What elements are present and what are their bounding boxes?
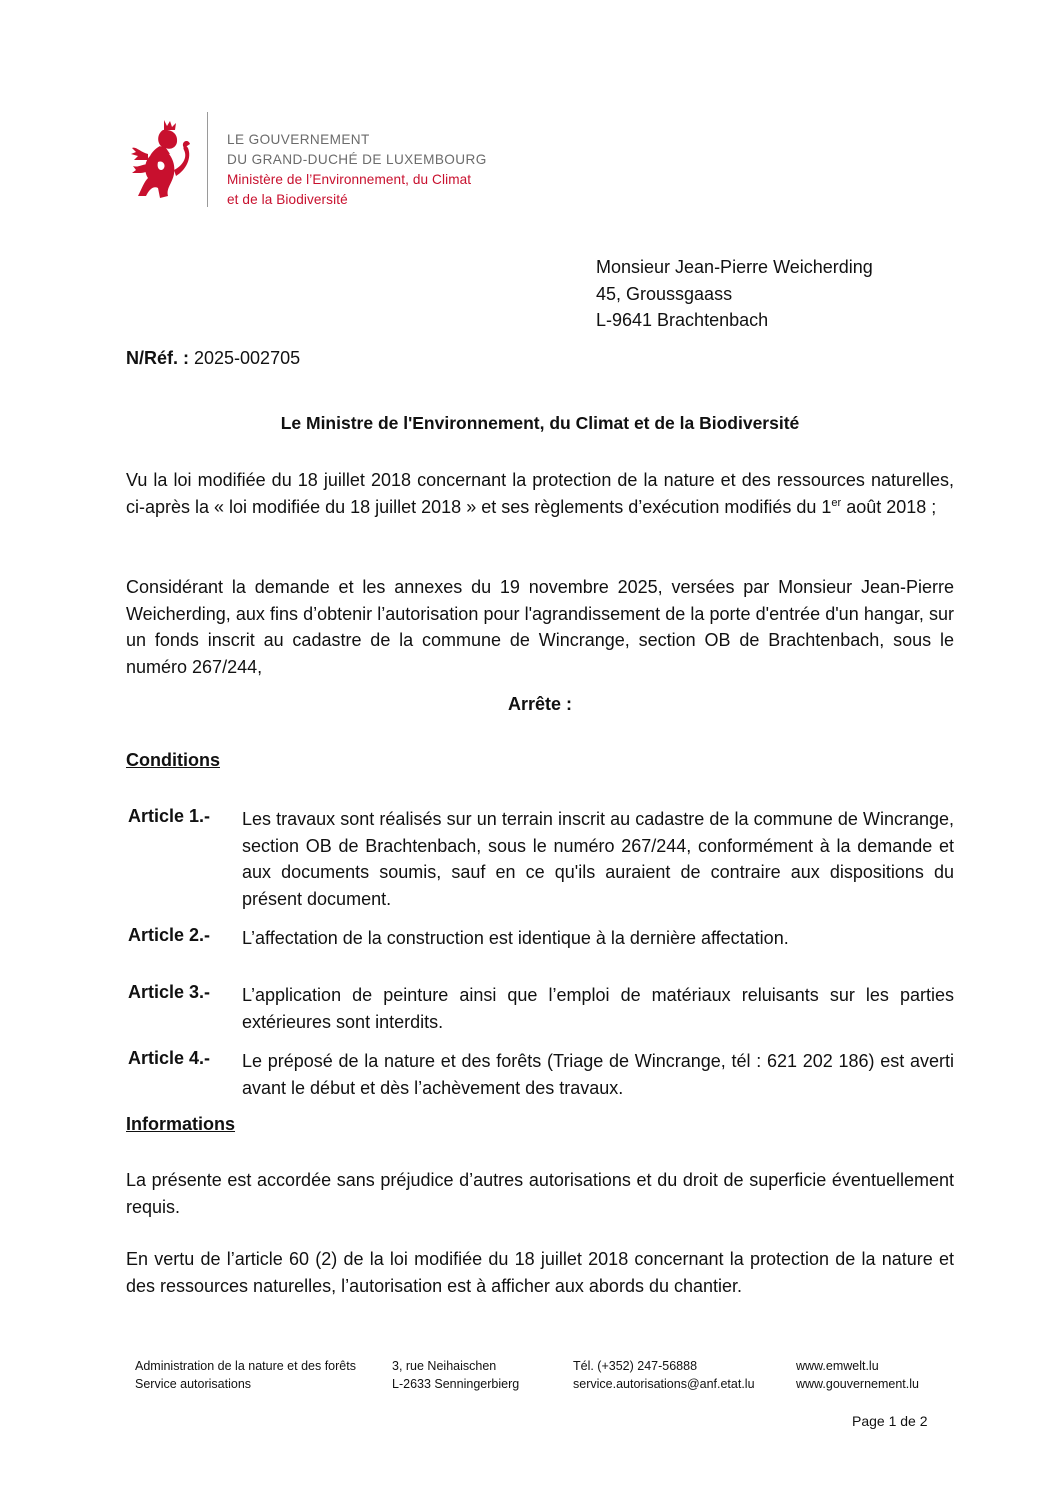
government-header bbox=[227, 130, 487, 210]
article-1-label: Article 1.- bbox=[128, 806, 211, 826]
document-title: Le Ministre de l'Environnement, du Climat et de la Biodiversité bbox=[280, 413, 800, 433]
recipient-name: Monsieur Jean-Pierre Weicherding bbox=[596, 257, 873, 277]
footer-admin-name: Administration de la nature et des forêts bbox=[135, 1359, 356, 1373]
informations-paragraph-1: La présente est accordée sans préjudice d’autres autorisations et du droit de superficie éventuellement requis. bbox=[126, 1170, 954, 1217]
footer-address bbox=[392, 1358, 519, 1393]
footer-administration bbox=[135, 1358, 356, 1393]
paragraph-vu-end: août 2018 ; bbox=[841, 496, 937, 517]
article-2-text: L’affectation de la construction est identique à la dernière affectation. bbox=[242, 928, 789, 948]
reference-value: 2025-002705 bbox=[189, 348, 301, 368]
page-number: Page 1 de 2 bbox=[852, 1413, 928, 1429]
footer-service-name: Service autorisations bbox=[135, 1376, 252, 1391]
article-3-text: L’application de peinture ainsi que l’emploi de matériaux reluisants sur les parties extérieures sont interdits. bbox=[242, 985, 954, 1032]
article-4-text: Le préposé de la nature et des forêts (Triage de Wincrange, tél : 621 202 186) est averti avant le début et dès l’achèvement des travaux. bbox=[242, 1051, 954, 1098]
recipient-address bbox=[596, 254, 873, 334]
conditions-heading: Conditions bbox=[126, 750, 220, 770]
footer-websites bbox=[796, 1358, 919, 1393]
superscript-er: er bbox=[831, 496, 842, 509]
gov-line-2: DU GRAND-DUCHÉ DE LUXEMBOURG bbox=[227, 152, 487, 167]
footer-email: service.autorisations@anf.etat.lu bbox=[573, 1376, 755, 1391]
paragraph-vu-main: Vu la loi modifiée du 18 juillet 2018 concernant la protection de la nature et des ressources naturelles, ci-après la « loi modifiée du 18 juillet 2018 » et ses règlements d’exécution modifiés du 1 bbox=[126, 470, 954, 517]
reference bbox=[126, 348, 300, 369]
informations-heading: Informations bbox=[126, 1114, 236, 1134]
article-3-label: Article 3.- bbox=[128, 982, 211, 1002]
article-1-text: Les travaux sont réalisés sur un terrain inscrit au cadastre de la commune de Wincrange, section OB de Brachtenbach, sous le numéro 267/244, conformément à la demande et aux documents soumis, sauf en ce qu'ils auraient de contraire aux dispositions du présent document. bbox=[242, 809, 954, 909]
paragraph-considerant: Considérant la demande et les annexes du 19 novembre 2025, versées par Monsieur Jean-Pierre Weicherding, aux fins d’obtenir l’autorisation pour l'agrandissement de la porte d'entrée d'un hangar, sur un fonds inscrit au cadastre de la commune de Wincrange, section OB de Brachtenbach, sous le numéro 267/244, bbox=[126, 577, 954, 677]
recipient-city: L-9641 Brachtenbach bbox=[596, 310, 769, 330]
article-2-label: Article 2.- bbox=[128, 925, 211, 945]
footer-website-emwelt: www.emwelt.lu bbox=[796, 1359, 879, 1373]
arrete-heading: Arrête : bbox=[507, 694, 573, 714]
informations-paragraph-2: En vertu de l’article 60 (2) de la loi modifiée du 18 juillet 2018 concernant la protection de la nature et des ressources naturelles, l’autorisation est à afficher aux abords du chantier. bbox=[126, 1249, 954, 1296]
header-divider bbox=[207, 112, 208, 207]
footer-website-gouvernement: www.gouvernement.lu bbox=[796, 1376, 919, 1391]
ministry-line-2: et de la Biodiversité bbox=[227, 192, 348, 207]
footer-contact bbox=[573, 1358, 755, 1393]
reference-label: N/Réf. : bbox=[126, 348, 189, 368]
footer-street: 3, rue Neihaischen bbox=[392, 1359, 497, 1373]
recipient-street: 45, Groussgaass bbox=[596, 283, 733, 304]
paragraph-vu bbox=[126, 467, 954, 520]
red-lion-icon bbox=[130, 118, 192, 200]
article-4-label: Article 4.- bbox=[128, 1048, 211, 1068]
footer-city: L-2633 Senningerbierg bbox=[392, 1376, 520, 1391]
gov-line-1: LE GOUVERNEMENT bbox=[227, 132, 370, 147]
footer-phone: Tél. (+352) 247-56888 bbox=[573, 1359, 698, 1373]
ministry-line-1: Ministère de l’Environnement, du Climat bbox=[227, 172, 472, 187]
